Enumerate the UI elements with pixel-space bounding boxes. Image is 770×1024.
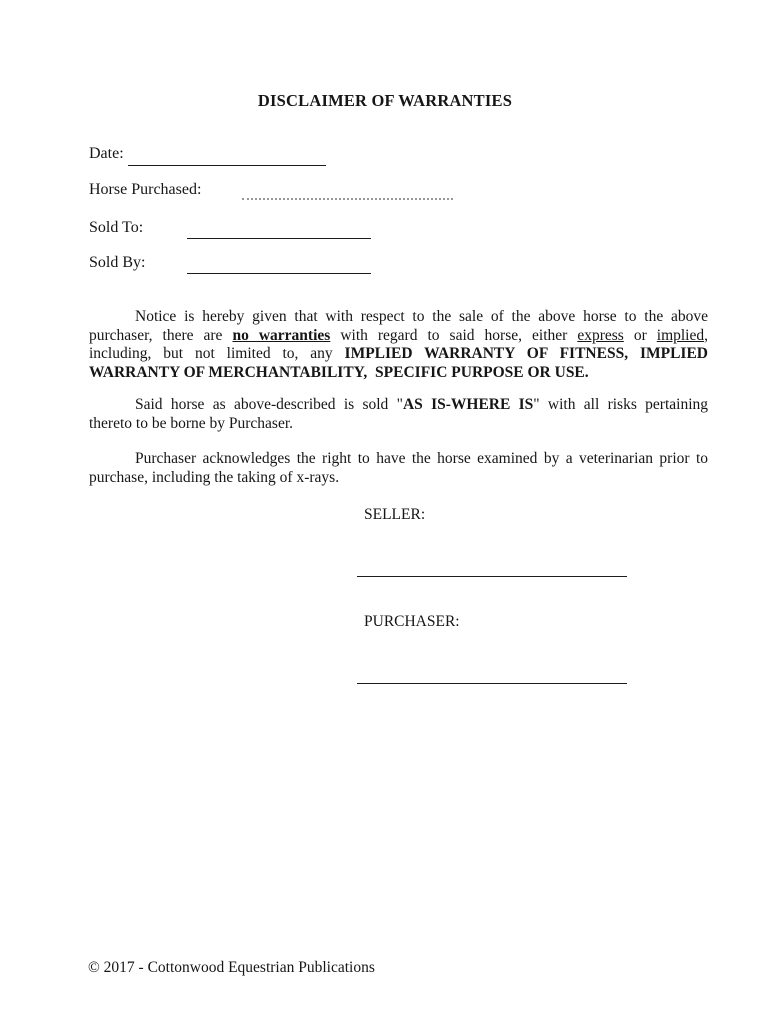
paragraph-line [89, 345, 708, 364]
text-segment: Purchaser acknowledges the right to have the horse examined by a veterinarian prior to [135, 450, 708, 467]
as-is-paragraph [89, 396, 708, 433]
date-fill-line[interactable] [128, 165, 326, 166]
express-underlined: express [577, 326, 624, 344]
document-title: DISCLAIMER OF WARRANTIES [257, 91, 513, 110]
text-segment: including, but not limited to, any [89, 345, 345, 362]
text-segment: " with all risks pertaining [533, 396, 709, 413]
notice-paragraph [89, 308, 708, 382]
copyright-footer: © 2017 - Cottonwood Equestrian Publications [88, 959, 375, 976]
paragraph-line [89, 396, 708, 415]
text-segment: or [623, 326, 657, 344]
date-label: Date: [89, 145, 124, 162]
horse-purchased-label: Horse Purchased: [89, 181, 202, 198]
veterinarian-paragraph [89, 450, 708, 487]
sold-by-fill-line[interactable] [187, 273, 371, 274]
horse-purchased-fill-line[interactable] [242, 198, 453, 200]
text-segment: with regard to said horse, either [330, 326, 578, 344]
sold-to-label: Sold To: [89, 219, 144, 236]
paragraph-line [89, 364, 708, 383]
seller-label: SELLER: [364, 506, 426, 523]
merchantability-bold: WARRANTY OF MERCHANTABILITY, SPECIFIC PURPOSE OR USE. [89, 363, 589, 381]
no-warranties-emphasis: no warranties [232, 326, 331, 344]
paragraph-line [89, 308, 708, 327]
seller-signature-line[interactable] [357, 576, 627, 577]
text-segment: thereto to be borne by Purchaser. [89, 414, 294, 432]
text-segment: purchaser, there are [89, 326, 233, 344]
text-segment: purchase, including the taking of x-rays. [89, 468, 340, 486]
paragraph-line [89, 469, 708, 488]
text-segment: Notice is hereby given that with respect to the sale of the above horse to the above [135, 308, 708, 325]
as-is-where-is-bold: AS IS-WHERE IS [402, 396, 534, 413]
paragraph-line [89, 415, 708, 434]
sold-to-fill-line[interactable] [187, 238, 371, 239]
purchaser-signature-line[interactable] [357, 683, 627, 684]
purchaser-label: PURCHASER: [364, 613, 460, 630]
paragraph-line [89, 450, 708, 469]
implied-warranty-bold: IMPLIED WARRANTY OF FITNESS, IMPLIED [344, 345, 708, 362]
implied-underlined: implied, [656, 326, 708, 344]
sold-by-label: Sold By: [89, 254, 146, 271]
paragraph-line [89, 327, 708, 346]
text-segment: Said horse as above-described is sold " [135, 396, 403, 413]
